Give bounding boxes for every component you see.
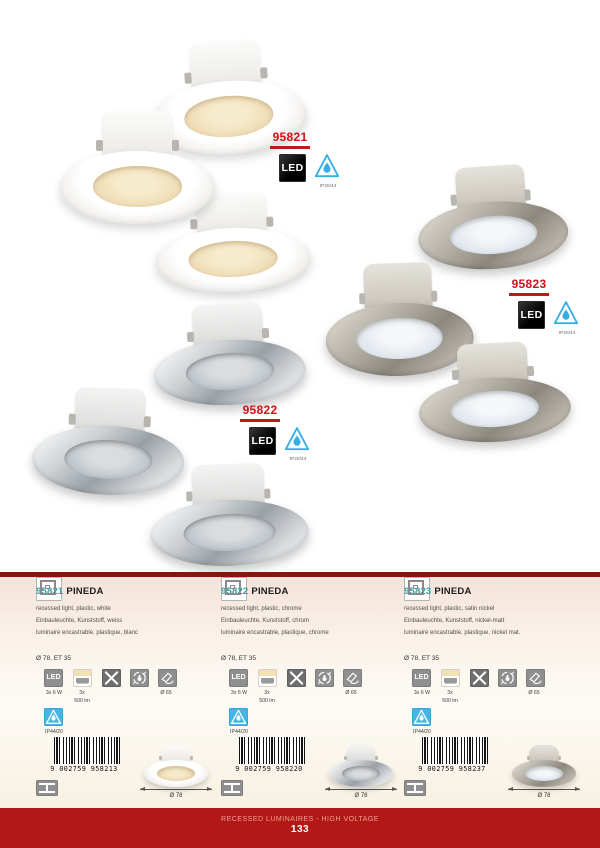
product-photo-95821-left	[60, 110, 215, 224]
lumen-module-icon	[73, 669, 92, 687]
article-number: 95821	[36, 586, 64, 597]
wattage-label: 3x 6 W	[230, 690, 248, 696]
bulb-replace-circle-icon	[498, 669, 517, 687]
barcode-number: 9 002759 958213	[50, 765, 118, 773]
lumen-qty-label: 3x	[447, 690, 453, 696]
callout-95823	[509, 277, 585, 345]
ip-rating-label: IP44/20	[413, 729, 431, 735]
lumen-label: 500 lm	[442, 698, 458, 704]
junction-box-icon	[36, 780, 58, 796]
lamp-trim-ring	[150, 497, 310, 568]
callout-95821	[270, 130, 346, 198]
ip-rating-label: IP20/44	[319, 184, 337, 189]
product-description	[36, 603, 138, 639]
junction-box-icon	[404, 780, 426, 796]
page-number: 133	[290, 824, 310, 835]
led-chip-icon: LED	[412, 669, 431, 687]
product-description	[221, 603, 329, 639]
lamp-lens	[183, 512, 276, 552]
article-underline	[509, 293, 549, 296]
mini-product-photo	[329, 745, 393, 787]
product-name: PINEDA	[434, 586, 472, 597]
lumen-qty-label: 3x	[79, 690, 85, 696]
dimensions-text: Ø 78, ET 35	[36, 655, 71, 662]
crossed-bulb-icon	[470, 669, 489, 687]
desc-en: recessed light, plastic, chrome	[221, 606, 302, 612]
lamp-trim-ring	[155, 225, 312, 294]
desc-fr: luminaire encastrable, plastique, blanc	[36, 630, 139, 636]
product-name: PINEDA	[251, 586, 289, 597]
lamp-lens	[64, 439, 153, 481]
article-underline	[270, 146, 310, 149]
barcode	[42, 737, 126, 773]
crossed-bulb-icon	[287, 669, 306, 687]
wattage-label: 3x 6 W	[45, 690, 63, 696]
lumen-module-icon	[441, 669, 460, 687]
desc-fr: luminaire encastrable, plastique, nickel mat.	[404, 630, 521, 636]
ip-rating-label: IP44/20	[230, 729, 248, 735]
diameter-label: Ø 78	[537, 793, 551, 799]
product-photo-95822-bottom	[148, 460, 309, 568]
diameter-dimension-line	[325, 789, 397, 790]
article-underline	[240, 419, 280, 422]
barcode-number: 9 002759 958237	[418, 765, 486, 773]
product-description	[404, 603, 520, 639]
barcode	[410, 737, 494, 773]
diameter-label: Ø 78	[169, 793, 183, 799]
led-badge: LED	[279, 154, 306, 182]
page-footer	[0, 808, 600, 848]
diameter-dimension-line	[140, 789, 212, 790]
led-chip-icon: LED	[229, 669, 248, 687]
product-photo-95823-bottom	[415, 338, 572, 446]
water-drop-triangle-icon	[283, 424, 311, 454]
lamp-lens	[450, 389, 540, 429]
cutout-label: Ø 65	[528, 690, 540, 696]
product-photo-95823-top	[414, 160, 571, 274]
lamp-trim-ring	[417, 374, 572, 446]
desc-de: Einbauleuchte, Kunststoff, nickel-matt	[404, 618, 505, 624]
product-name: PINEDA	[66, 586, 104, 597]
barcode	[227, 737, 311, 773]
dimensions-text: Ø 78, ET 35	[221, 655, 256, 662]
recessed-spot-icon	[526, 669, 545, 687]
spec-panel	[0, 577, 600, 808]
desc-de: Einbauleuchte, Kunststoff, chrom	[221, 618, 309, 624]
lumen-qty-label: 3x	[264, 690, 270, 696]
barcode-bars	[54, 737, 120, 764]
ip-drop-triangle-icon	[412, 708, 431, 726]
barcode-bars	[422, 737, 488, 764]
water-drop-triangle-icon	[552, 298, 580, 328]
desc-en: recessed light, plastic, satin nickel	[404, 606, 495, 612]
lamp-lens	[185, 351, 275, 392]
diameter-label: Ø 78	[354, 793, 368, 799]
ip-drop-triangle-icon	[229, 708, 248, 726]
ip-drop-triangle-icon	[44, 708, 63, 726]
footer-category: RECESSED LUMINAIRES - HIGH VOLTAGE	[221, 816, 379, 823]
desc-de: Einbauleuchte, Kunststoff, weiss	[36, 618, 123, 624]
lamp-lens	[188, 240, 279, 279]
recessed-spot-icon	[343, 669, 362, 687]
crossed-bulb-icon	[102, 669, 121, 687]
article-number: 95822	[221, 586, 249, 597]
led-chip-icon: LED	[44, 669, 63, 687]
led-badge: LED	[249, 427, 276, 455]
lamp-lens	[93, 166, 183, 207]
article-number: 95821	[272, 130, 308, 144]
water-drop-triangle-icon	[313, 151, 341, 181]
mini-product-photo	[144, 745, 208, 787]
lumen-module-icon	[258, 669, 277, 687]
lumen-label: 500 lm	[259, 698, 275, 704]
ip-rating-label: IP20/44	[289, 457, 307, 462]
recessed-spot-icon	[158, 669, 177, 687]
lamp-lens	[449, 213, 538, 256]
junction-box-icon	[221, 780, 243, 796]
bulb-replace-circle-icon	[130, 669, 149, 687]
desc-en: recessed light, plastic, white	[36, 606, 111, 612]
article-number: 95823	[511, 277, 547, 291]
dimensions-text: Ø 78, ET 35	[404, 655, 439, 662]
cutout-label: Ø 65	[160, 690, 172, 696]
article-number: 95822	[242, 403, 278, 417]
barcode-bars	[239, 737, 305, 764]
wattage-label: 3x 6 W	[413, 690, 431, 696]
cutout-label: Ø 65	[345, 690, 357, 696]
ip-rating-label: IP44/20	[45, 729, 63, 735]
barcode-number: 9 002759 958220	[235, 765, 303, 773]
bulb-replace-circle-icon	[315, 669, 334, 687]
mini-product-photo	[512, 745, 576, 787]
diameter-dimension-line	[508, 789, 580, 790]
article-number: 95823	[404, 586, 432, 597]
desc-fr: luminaire encastrable, plastique, chrome	[221, 630, 329, 636]
lamp-trim-ring	[60, 151, 215, 224]
callout-95822	[240, 403, 316, 471]
product-column-95823	[404, 577, 584, 808]
led-badge: LED	[518, 301, 545, 329]
ip-rating-label: IP20/44	[558, 331, 576, 336]
product-column-95821	[36, 577, 216, 808]
lumen-label: 500 lm	[74, 698, 90, 704]
product-column-95822	[221, 577, 401, 808]
